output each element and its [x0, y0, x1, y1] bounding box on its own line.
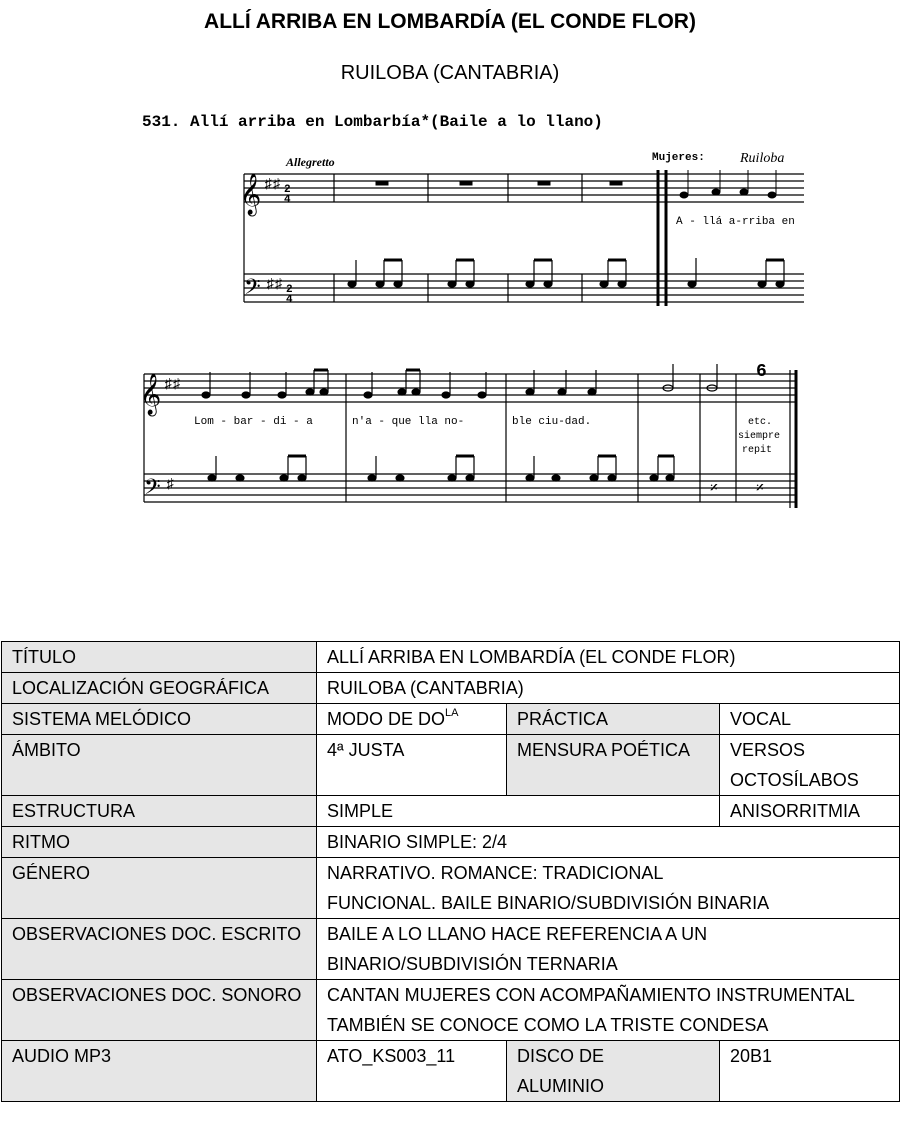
value-line: BINARIO/SUBDIVISIÓN TERNARIA — [327, 954, 618, 974]
metadata-table — [1, 641, 900, 1102]
value-line: NARRATIVO. ROMANCE: TRADICIONAL — [327, 863, 664, 883]
system2-treble-staff — [144, 370, 796, 508]
table-row — [2, 858, 900, 919]
tempo-marking: Allegretto — [286, 155, 335, 169]
melodic-mode: MODO DE DO — [327, 709, 446, 729]
table-row — [2, 673, 900, 704]
table-label: PRÁCTICA — [507, 704, 720, 735]
value-line: TAMBIÉN SE CONOCE COMO LA TRISTE CONDESA — [327, 1015, 769, 1035]
key-signature-icon: ♯ — [166, 477, 175, 493]
key-signature-icon: ♯♯ — [164, 377, 181, 393]
table-value: 4ª JUSTA — [317, 735, 507, 796]
table-label: LOCALIZACIÓN GEOGRÁFICA — [2, 673, 317, 704]
time-signature-icon: 2 — [284, 184, 291, 196]
table-value: ANISORRITMIA — [720, 796, 900, 827]
table-label: ÁMBITO — [2, 735, 317, 796]
table-value — [720, 735, 900, 796]
value-line: ALUMINIO — [517, 1076, 605, 1096]
table-label: GÉNERO — [2, 858, 317, 919]
bass-clef-icon: 𝄢 — [244, 276, 261, 306]
table-row — [2, 1041, 900, 1102]
page-subtitle: RUILOBA (CANTABRIA) — [340, 62, 560, 84]
table-row — [2, 796, 900, 827]
table-label: ESTRUCTURA — [2, 796, 317, 827]
repeat-measure-icon: 𝄎 — [756, 480, 764, 498]
table-value: RUILOBA (CANTABRIA) — [317, 673, 900, 704]
page-title: ALLÍ ARRIBA EN LOMBARDÍA (EL CONDE FLOR) — [204, 10, 696, 33]
time-signature-icon: 2 — [286, 284, 293, 296]
time-signature-icon: 4 — [284, 194, 291, 206]
value-line: CANTAN MUJERES CON ACOMPAÑAMIENTO INSTRUMENTAL — [327, 985, 855, 1005]
table-label — [507, 1041, 720, 1102]
table-label: MENSURA POÉTICA — [507, 735, 720, 796]
treble-clef-icon: 𝄞 — [240, 176, 262, 217]
treble-clef-icon: 𝄞 — [140, 376, 162, 417]
ending-note-2: siempre — [738, 431, 781, 442]
table-value: ALLÍ ARRIBA EN LOMBARDÍA (EL CONDE FLOR) — [317, 642, 900, 673]
melodic-mode-superscript: LA — [445, 707, 459, 719]
table-value — [317, 919, 900, 980]
table-row — [2, 735, 900, 796]
table-label: OBSERVACIONES DOC. ESCRITO — [2, 919, 317, 980]
music-score — [136, 98, 816, 518]
time-signature-icon: 4 — [286, 294, 293, 306]
table-value: VOCAL — [720, 704, 900, 735]
key-signature-icon: ♯♯ — [266, 277, 283, 293]
repeat-measure-icon: 𝄎 — [710, 480, 718, 498]
value-line: BAILE A LO LLANO HACE REFERENCIA A UN — [327, 924, 708, 944]
table-value: ATO_KS003_11 — [317, 1041, 507, 1102]
ending-note-3: repit — [742, 445, 773, 456]
table-row — [2, 642, 900, 673]
table-value — [317, 858, 900, 919]
table-row — [2, 704, 900, 735]
table-value — [317, 704, 507, 735]
measure-number: 6 — [756, 362, 767, 382]
table-label: RITMO — [2, 827, 317, 858]
system1-bass-notes — [348, 258, 784, 287]
score-heading: 531. Allí arriba en Lombarbía*(Baile a lo llano) — [142, 113, 603, 131]
table-label: AUDIO MP3 — [2, 1041, 317, 1102]
table-value: BINARIO SIMPLE: 2/4 — [317, 827, 900, 858]
table-label: SISTEMA MELÓDICO — [2, 704, 317, 735]
value-line: FUNCIONAL. BAILE BINARIO/SUBDIVISIÓN BINARIA — [327, 893, 770, 913]
bass-clef-icon: 𝄢 — [144, 476, 161, 506]
ending-note-1: etc. — [748, 417, 773, 428]
value-line: VERSOS — [730, 740, 806, 760]
voices-label: Mujeres: — [652, 152, 705, 164]
key-signature-icon: ♯♯ — [264, 177, 281, 193]
table-row — [2, 980, 900, 1041]
value-line: OCTOSÍLABOS — [730, 770, 859, 790]
lyrics-line-1: A - llá a-rriba en — [676, 216, 795, 228]
lyrics-line-2c: ble ciu-dad. — [512, 416, 592, 428]
place-label: Ruiloba — [740, 151, 785, 166]
table-label: OBSERVACIONES DOC. SONORO — [2, 980, 317, 1041]
lyrics-line-2b: n'a - que lla no- — [352, 416, 465, 428]
table-value: 20B1 — [720, 1041, 900, 1102]
table-label: TÍTULO — [2, 642, 317, 673]
lyrics-line-2a: Lom - bar - di - a — [194, 416, 313, 428]
table-value — [317, 980, 900, 1041]
table-value: SIMPLE — [317, 796, 720, 827]
table-row — [2, 919, 900, 980]
value-line: DISCO DE — [517, 1046, 605, 1066]
system2-bass-notes — [208, 456, 674, 481]
table-row — [2, 827, 900, 858]
